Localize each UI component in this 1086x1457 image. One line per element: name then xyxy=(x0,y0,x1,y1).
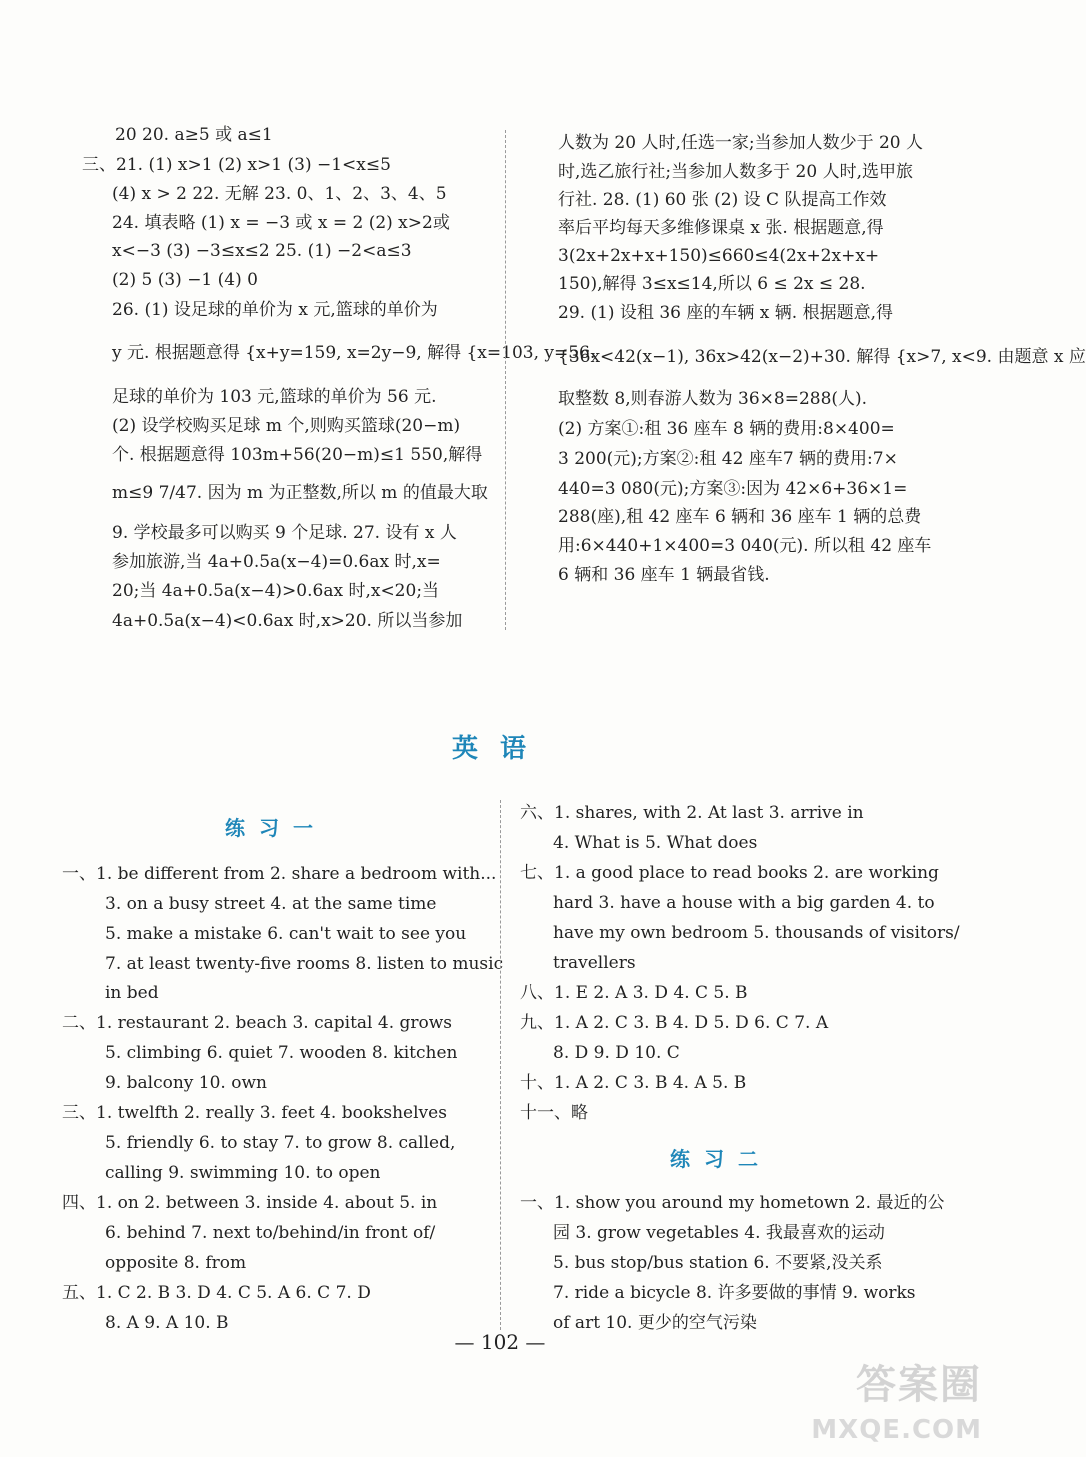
answer-line: 三、21. (1) x>1 (2) x>1 (3) −1<x≤5 xyxy=(82,155,391,175)
answer-line: m≤9 7/47. 因为 m 为正整数,所以 m 的值最大取 xyxy=(112,483,488,503)
answer-line: 20;当 4a+0.5a(x−4)>0.6ax 时,x<20;当 xyxy=(112,581,440,601)
answer-line: 8. A 9. A 10. B xyxy=(105,1313,229,1333)
answer-line: 5. climbing 6. quiet 7. wooden 8. kitchen xyxy=(105,1043,458,1063)
answer-line: 7. at least twenty-five rooms 8. listen to music xyxy=(105,954,504,974)
answer-line: 5. friendly 6. to stay 7. to grow 8. called, xyxy=(105,1133,456,1153)
answer-line: 20 20. a≥5 或 a≤1 xyxy=(115,125,273,145)
answer-line: 一、1. be different from 2. share a bedroom with... xyxy=(62,864,497,884)
answer-line: 29. (1) 设租 36 座的车辆 x 辆. 根据题意,得 xyxy=(558,303,893,323)
answer-line: in bed xyxy=(105,983,159,1003)
answer-line: 9. 学校最多可以购买 9 个足球. 27. 设有 x 人 xyxy=(112,523,457,543)
answer-line: 十一、略 xyxy=(520,1103,588,1123)
answer-line: 园 3. grow vegetables 4. 我最喜欢的运动 xyxy=(553,1223,885,1243)
answer-line: 六、1. shares, with 2. At last 3. arrive in xyxy=(520,803,864,823)
answer-line: (2) 5 (3) −1 (4) 0 xyxy=(112,270,258,290)
answer-line: 行社. 28. (1) 60 张 (2) 设 C 队提高工作效 xyxy=(558,190,887,210)
exercise-2-title: 练习二 xyxy=(670,1147,772,1171)
answer-line: 3. on a busy street 4. at the same time xyxy=(105,894,437,914)
answer-line: 4. What is 5. What does xyxy=(553,833,758,853)
watermark-bottom-text: MXQE.COM xyxy=(811,1415,982,1445)
answer-line: 七、1. a good place to read books 2. are working xyxy=(520,863,939,883)
answer-line: 6. behind 7. next to/behind/in front of/ xyxy=(105,1223,436,1243)
answer-line: opposite 8. from xyxy=(105,1253,247,1273)
answer-line: 取整数 8,则春游人数为 36×8=288(人). xyxy=(558,389,868,409)
watermark-top-text: 答案圈 xyxy=(856,1362,982,1408)
answer-line: travellers xyxy=(553,953,636,973)
answer-line: 参加旅游,当 4a+0.5a(x−4)=0.6ax 时,x= xyxy=(112,552,441,572)
exercise-1-title: 练习一 xyxy=(225,816,327,840)
answer-line: 26. (1) 设足球的单价为 x 元,篮球的单价为 xyxy=(112,300,438,320)
answer-line: 9. balcony 10. own xyxy=(105,1073,267,1093)
answer-line: of art 10. 更少的空气污染 xyxy=(553,1313,757,1333)
answer-line: 足球的单价为 103 元,篮球的单价为 56 元. xyxy=(112,387,437,407)
answer-line: y 元. 根据题意得 {x+y=159, x=2y−9, 解得 {x=103, y=56. xyxy=(112,343,596,363)
answer-line: (4) x > 2 22. 无解 23. 0、1、2、3、4、5 xyxy=(112,184,447,204)
answer-line: 用:6×440+1×400=3 040(元). 所以租 42 座车 xyxy=(558,536,932,556)
answer-line: 三、1. twelfth 2. really 3. feet 4. bookshelves xyxy=(62,1103,447,1123)
watermark-logo xyxy=(798,1349,988,1449)
answer-line: 3(2x+2x+x+150)≤660≤4(2x+2x+x+ xyxy=(558,246,880,266)
answer-line: 人数为 20 人时,任选一家;当参加人数少于 20 人 xyxy=(558,133,924,153)
answer-line: hard 3. have a house with a big garden 4. to xyxy=(553,893,935,913)
answer-line: 440=3 080(元);方案③:因为 42×6+36×1= xyxy=(558,479,908,499)
answer-line: 24. 填表略 (1) x = −3 或 x = 2 (2) x>2或 xyxy=(112,213,450,233)
answer-line: 5. make a mistake 6. can't wait to see you xyxy=(105,924,467,944)
answer-line: 4a+0.5a(x−4)<0.6ax 时,x>20. 所以当参加 xyxy=(112,611,463,631)
answer-line: 八、1. E 2. A 3. D 4. C 5. B xyxy=(520,983,748,1003)
answer-line: x<−3 (3) −3≤x≤2 25. (1) −2<a≤3 xyxy=(112,241,412,261)
answer-line: 五、1. C 2. B 3. D 4. C 5. A 6. C 7. D xyxy=(62,1283,371,1303)
answer-line: 率后平均每天多维修课桌 x 张. 根据题意,得 xyxy=(558,218,884,238)
page-number: — 102 — xyxy=(454,1330,546,1354)
answer-line: 一、1. show you around my hometown 2. 最近的公 xyxy=(520,1193,945,1213)
answer-line: 150),解得 3≤x≤14,所以 6 ≤ 2x ≤ 28. xyxy=(558,274,866,294)
answer-line: 二、1. restaurant 2. beach 3. capital 4. grows xyxy=(62,1013,453,1033)
answer-line: 7. ride a bicycle 8. 许多要做的事情 9. works xyxy=(553,1283,916,1303)
answer-line: 时,选乙旅行社;当参加人数多于 20 人时,选甲旅 xyxy=(558,162,913,182)
answer-line: 8. D 9. D 10. C xyxy=(553,1043,680,1063)
answer-line: 四、1. on 2. between 3. inside 4. about 5. in xyxy=(62,1193,438,1213)
answer-line: 288(座),租 42 座车 6 辆和 36 座车 1 辆的总费 xyxy=(558,507,922,527)
answer-line: {36x<42(x−1), 36x>42(x−2)+30. 解得 {x>7, x<9. 由题意 x 应 xyxy=(558,347,1086,367)
answer-line: 3 200(元);方案②:租 42 座车7 辆的费用:7× xyxy=(558,449,898,469)
answer-line: 6 辆和 36 座车 1 辆最省钱. xyxy=(558,565,770,585)
answer-line: (2) 方案①:租 36 座车 8 辆的费用:8×400= xyxy=(558,419,895,439)
column-divider xyxy=(505,130,506,630)
answer-line: 十、1. A 2. C 3. B 4. A 5. B xyxy=(520,1073,747,1093)
answer-line: (2) 设学校购买足球 m 个,则购买篮球(20−m) xyxy=(112,416,461,436)
answer-line: calling 9. swimming 10. to open xyxy=(105,1163,381,1183)
subject-title-english: 英语 xyxy=(451,734,548,764)
answer-line: 个. 根据题意得 103m+56(20−m)≤1 550,解得 xyxy=(112,445,483,465)
column-divider xyxy=(500,800,501,1330)
answer-line: have my own bedroom 5. thousands of visitors/ xyxy=(553,923,960,943)
answer-line: 九、1. A 2. C 3. B 4. D 5. D 6. C 7. A xyxy=(520,1013,829,1033)
answer-line: 5. bus stop/bus station 6. 不要紧,没关系 xyxy=(553,1253,883,1273)
